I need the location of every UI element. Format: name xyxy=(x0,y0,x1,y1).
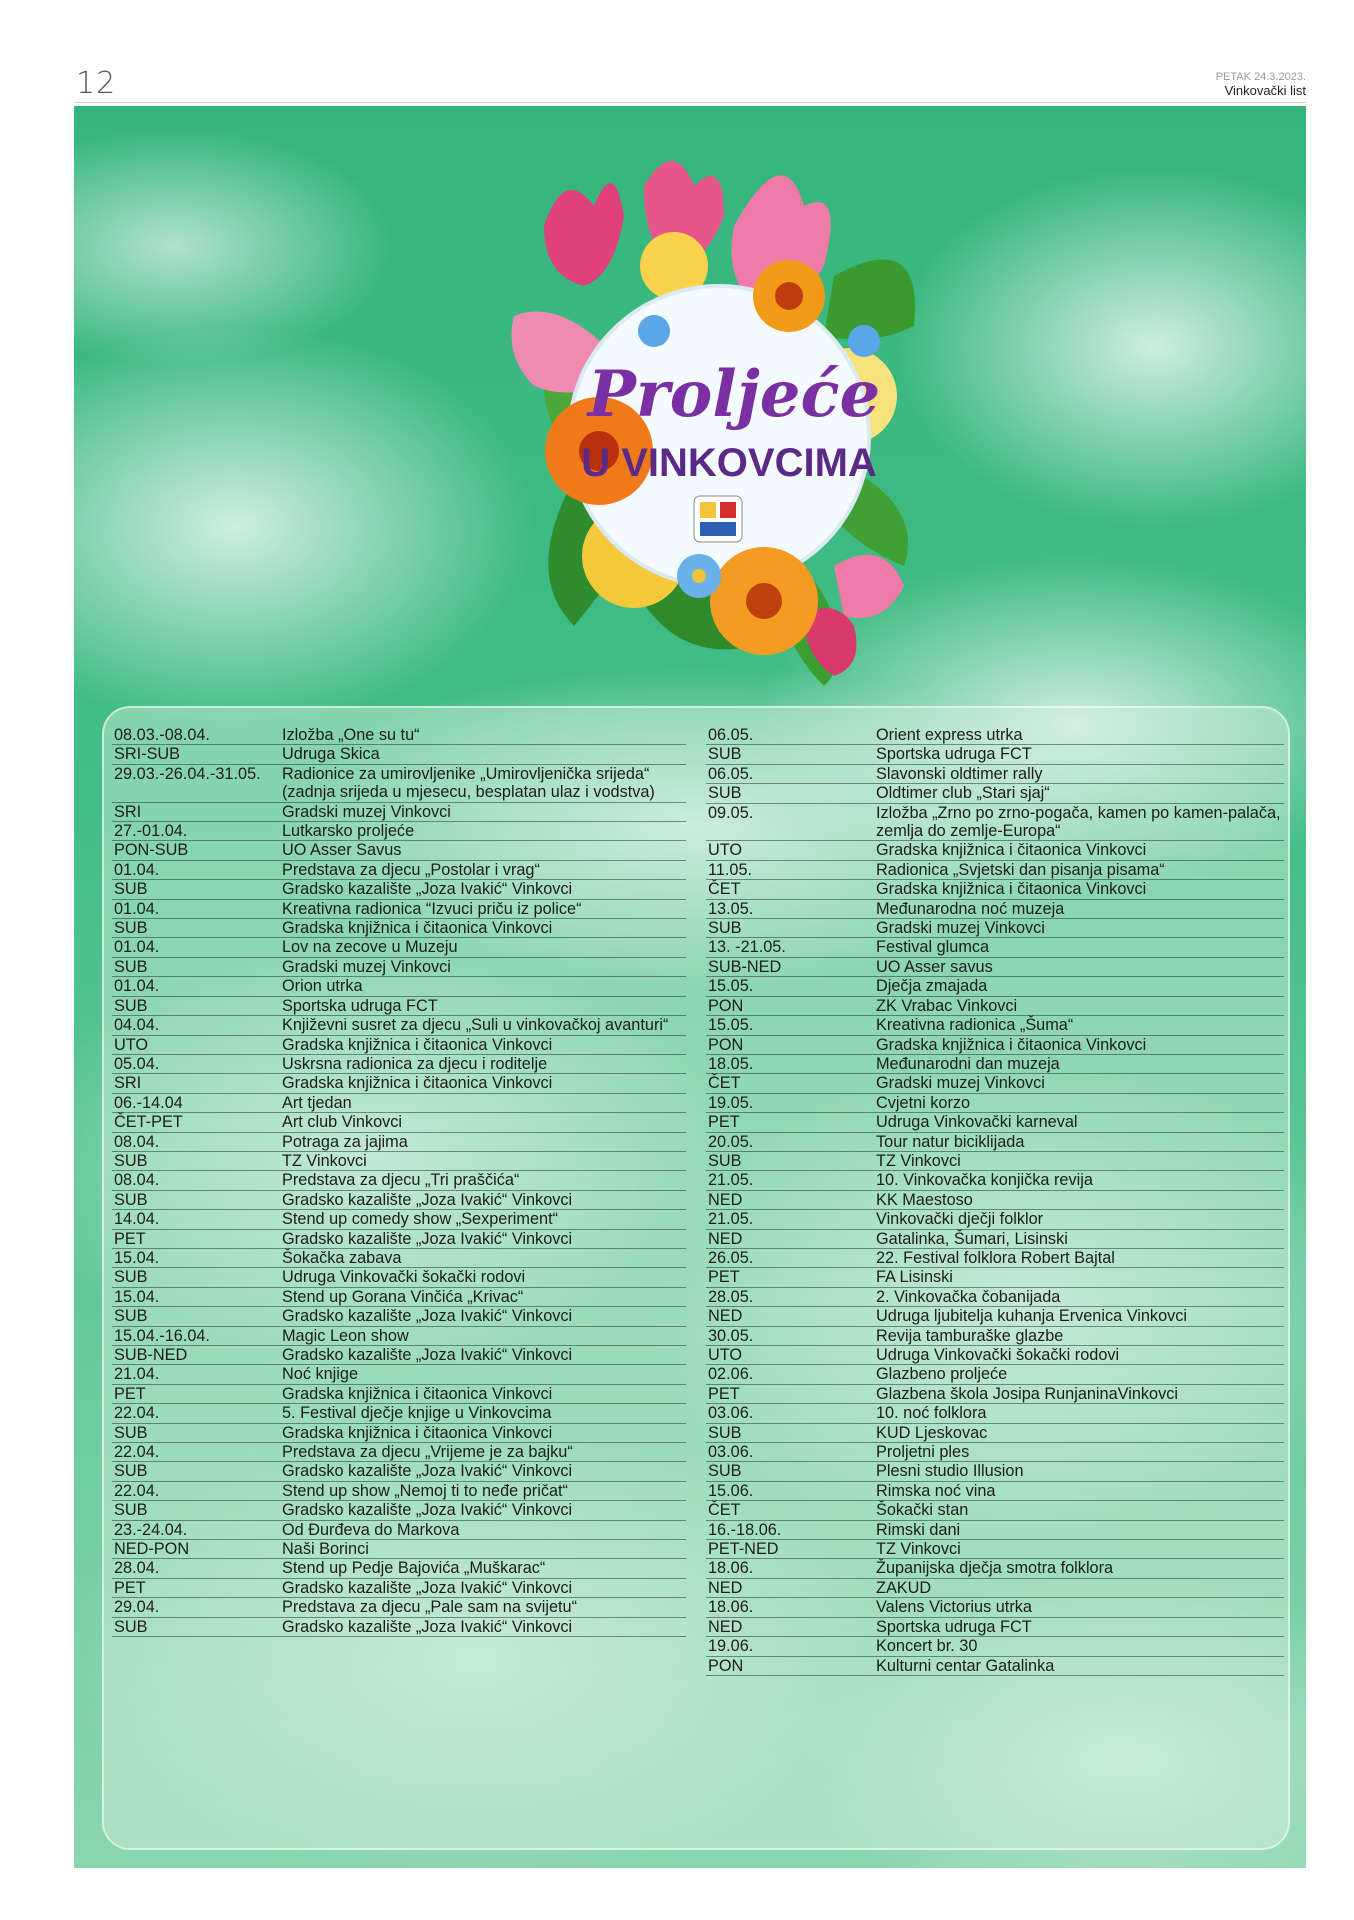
event-title: 2. Vinkovačka čobanijada xyxy=(874,1288,1284,1307)
event-title: Art tjedan xyxy=(280,1094,686,1113)
event-date: 04.04. xyxy=(112,1016,280,1035)
event-title: Predstava za djecu „Pale sam na svijetu“ xyxy=(280,1598,686,1617)
event-day: SUB xyxy=(112,1424,280,1443)
event-organizer: Udruga Vinkovački šokački rodovi xyxy=(874,1346,1284,1365)
event-date: 08.03.-08.04. xyxy=(112,726,280,745)
event-entry xyxy=(112,765,686,822)
schedule-column-left xyxy=(112,726,686,1637)
event-day: SUB xyxy=(112,1462,280,1481)
event-title: Stend up comedy show „Sexperiment“ xyxy=(280,1210,686,1229)
event-entry xyxy=(706,1171,1284,1210)
event-entry xyxy=(112,861,686,900)
page-number: 12 xyxy=(76,66,117,101)
pink-tulip-icon xyxy=(544,183,624,286)
event-day: NED xyxy=(706,1307,874,1326)
event-date: 26.05. xyxy=(706,1249,874,1268)
event-title: Magic Leon show xyxy=(280,1327,686,1346)
event-entry xyxy=(112,726,686,765)
event-title: Uskrsna radionica za djecu i roditelje xyxy=(280,1055,686,1074)
event-day: PON-SUB xyxy=(112,841,280,860)
event-entry xyxy=(706,1482,1284,1521)
event-day: SUB xyxy=(112,1618,280,1637)
event-day: SUB xyxy=(706,784,874,803)
event-entry xyxy=(112,1521,686,1560)
title-caps: U VINKOVCIMA xyxy=(581,441,877,485)
event-date: 22.04. xyxy=(112,1443,280,1462)
event-entry xyxy=(706,1559,1284,1598)
event-title: Predstava za djecu „Vrijeme je za bajku“ xyxy=(280,1443,686,1462)
event-organizer: Glazbena škola Josipa RunjaninaVinkovci xyxy=(874,1385,1284,1404)
event-organizer: Gradska knjižnica i čitaonica Vinkovci xyxy=(874,880,1284,899)
event-organizer: Gradska knjižnica i čitaonica Vinkovci xyxy=(874,1036,1284,1055)
event-organizer: TZ Vinkovci xyxy=(874,1540,1284,1559)
event-day: NED xyxy=(706,1191,874,1210)
event-title: Tour natur biciklijada xyxy=(874,1133,1284,1152)
event-entry xyxy=(112,1133,686,1172)
event-date: 06.-14.04 xyxy=(112,1094,280,1113)
event-entry xyxy=(706,1288,1284,1327)
event-day: SUB xyxy=(112,1501,280,1520)
event-day: UTO xyxy=(706,841,874,860)
event-title: Rimski dani xyxy=(874,1521,1284,1540)
event-date: 28.05. xyxy=(706,1288,874,1307)
event-organizer: Plesni studio Illusion xyxy=(874,1462,1284,1481)
event-date: 23.-24.04. xyxy=(112,1521,280,1540)
event-date: 27.-01.04. xyxy=(112,822,280,841)
event-day: SUB xyxy=(112,1268,280,1287)
event-entry xyxy=(706,1443,1284,1482)
event-title: Kreativna radionica “Izvuci priču iz police“ xyxy=(280,900,686,919)
event-title: 10. Vinkovačka konjička revija xyxy=(874,1171,1284,1190)
event-day: PET xyxy=(112,1579,280,1598)
event-organizer: Gradsko kazalište „Joza Ivakić“ Vinkovci xyxy=(280,1230,686,1249)
event-date: 21.05. xyxy=(706,1210,874,1229)
event-day: ČET xyxy=(706,1074,874,1093)
event-date: 11.05. xyxy=(706,861,874,880)
event-organizer: Gradsko kazalište „Joza Ivakić“ Vinkovci xyxy=(280,1346,686,1365)
event-organizer: Naši Borinci xyxy=(280,1540,686,1559)
event-title: Valens Victorius utrka xyxy=(874,1598,1284,1617)
event-day: ČET xyxy=(706,880,874,899)
event-day: PET xyxy=(706,1113,874,1132)
event-organizer: Sportska udruga FCT xyxy=(874,745,1284,764)
event-entry xyxy=(112,1288,686,1327)
event-organizer: Gradsko kazalište „Joza Ivakić“ Vinkovci xyxy=(280,880,686,899)
event-entry xyxy=(706,726,1284,765)
event-title: Lov na zecove u Muzeju xyxy=(280,938,686,957)
event-organizer: Gradski muzej Vinkovci xyxy=(280,803,686,822)
event-date: 29.04. xyxy=(112,1598,280,1617)
event-title: Lutkarsko proljeće xyxy=(280,822,686,841)
event-title: Županijska dječja smotra folklora xyxy=(874,1559,1284,1578)
event-title: Dječja zmajada xyxy=(874,977,1284,996)
event-entry xyxy=(112,1016,686,1055)
event-title: Slavonski oldtimer rally xyxy=(874,765,1284,784)
event-date: 21.04. xyxy=(112,1365,280,1384)
event-organizer: Gradska knjižnica i čitaonica Vinkovci xyxy=(280,1385,686,1404)
event-date: 01.04. xyxy=(112,977,280,996)
event-date: 19.06. xyxy=(706,1637,874,1656)
event-date: 22.04. xyxy=(112,1404,280,1423)
event-organizer: FA Lisinski xyxy=(874,1268,1284,1287)
event-organizer: Sportska udruga FCT xyxy=(280,997,686,1016)
event-day: UTO xyxy=(112,1036,280,1055)
event-title: Vinkovački dječji folklor xyxy=(874,1210,1284,1229)
event-date: 01.04. xyxy=(112,938,280,957)
event-organizer: Udruga ljubitelja kuhanja Ervenica Vinkovci xyxy=(874,1307,1284,1326)
event-day: SUB-NED xyxy=(706,958,874,977)
event-date: 09.05. xyxy=(706,804,874,842)
event-date: 06.05. xyxy=(706,726,874,745)
event-date: 02.06. xyxy=(706,1365,874,1384)
event-day: ČET-PET xyxy=(112,1113,280,1132)
event-organizer: Gradska knjižnica i čitaonica Vinkovci xyxy=(280,1074,686,1093)
event-date: 15.04.-16.04. xyxy=(112,1327,280,1346)
event-organizer: Gradsko kazalište „Joza Ivakić“ Vinkovci xyxy=(280,1501,686,1520)
event-entry xyxy=(112,1327,686,1366)
event-date: 01.04. xyxy=(112,900,280,919)
event-title: Kreativna radionica „Šuma“ xyxy=(874,1016,1284,1035)
event-date: 28.04. xyxy=(112,1559,280,1578)
event-day: SRI xyxy=(112,803,280,822)
event-date: 30.05. xyxy=(706,1327,874,1346)
event-date: 03.06. xyxy=(706,1443,874,1462)
event-title: Šokačka zabava xyxy=(280,1249,686,1268)
event-organizer: UO Asser Savus xyxy=(280,841,686,860)
event-title: Radionica „Svjetski dan pisanja pisama“ xyxy=(874,861,1284,880)
event-organizer: Kulturni centar Gatalinka xyxy=(874,1657,1284,1676)
event-title: Potraga za jajima xyxy=(280,1133,686,1152)
event-date: 18.05. xyxy=(706,1055,874,1074)
event-title: Orient express utrka xyxy=(874,726,1284,745)
event-poster xyxy=(74,106,1306,1868)
event-title: Izložba „One su tu“ xyxy=(280,726,686,745)
event-title: Od Đurđeva do Markova xyxy=(280,1521,686,1540)
event-day: SUB xyxy=(112,1307,280,1326)
event-date: 21.05. xyxy=(706,1171,874,1190)
event-date: 13.05. xyxy=(706,900,874,919)
event-entry xyxy=(112,1094,686,1133)
event-entry xyxy=(706,1055,1284,1094)
event-title: Stend up Gorana Vinčića „Krivac“ xyxy=(280,1288,686,1307)
event-title: 22. Festival folklora Robert Bajtal xyxy=(874,1249,1284,1268)
event-organizer: Udruga Skica xyxy=(280,745,686,764)
event-organizer: Sportska udruga FCT xyxy=(874,1618,1284,1637)
event-entry xyxy=(706,977,1284,1016)
event-day: UTO xyxy=(706,1346,874,1365)
event-title: Cvjetni korzo xyxy=(874,1094,1284,1113)
event-date: 18.06. xyxy=(706,1559,874,1578)
event-day: SUB xyxy=(112,997,280,1016)
event-date: 18.06. xyxy=(706,1598,874,1617)
event-entry xyxy=(112,1404,686,1443)
event-organizer: Gradski muzej Vinkovci xyxy=(280,958,686,977)
event-title: Književni susret za djecu „Suli u vinkovačkoj avanturi“ xyxy=(280,1016,686,1035)
event-entry xyxy=(112,977,686,1016)
event-date: 19.05. xyxy=(706,1094,874,1113)
event-date: 29.03.-26.04.-31.05. xyxy=(112,765,280,803)
publication-name: Vinkovački list xyxy=(1224,83,1306,98)
event-day: SUB xyxy=(112,958,280,977)
event-title: Međunarodni dan muzeja xyxy=(874,1055,1284,1074)
event-title: Stend up Pedje Bajovića „Muškarac“ xyxy=(280,1559,686,1578)
event-day: NED xyxy=(706,1230,874,1249)
event-entry xyxy=(706,804,1284,861)
event-entry xyxy=(706,1016,1284,1055)
event-organizer: Šokački stan xyxy=(874,1501,1284,1520)
event-day: NED xyxy=(706,1618,874,1637)
event-organizer: Gradski muzej Vinkovci xyxy=(874,1074,1284,1093)
event-organizer: Udruga Vinkovački šokački rodovi xyxy=(280,1268,686,1287)
event-organizer: KUD Ljeskovac xyxy=(874,1424,1284,1443)
event-organizer: ZK Vrabac Vinkovci xyxy=(874,997,1284,1016)
event-organizer: UO Asser savus xyxy=(874,958,1284,977)
event-date: 15.04. xyxy=(112,1288,280,1307)
event-title: Rimska noć vina xyxy=(874,1482,1284,1501)
event-day: PON xyxy=(706,997,874,1016)
event-organizer: Gradska knjižnica i čitaonica Vinkovci xyxy=(280,919,686,938)
event-date: 06.05. xyxy=(706,765,874,784)
event-title: Glazbeno proljeće xyxy=(874,1365,1284,1384)
event-entry xyxy=(706,1637,1284,1676)
event-entry xyxy=(706,1598,1284,1637)
event-date: 03.06. xyxy=(706,1404,874,1423)
event-entry xyxy=(706,861,1284,900)
event-entry xyxy=(112,1365,686,1404)
event-day: SUB xyxy=(112,1152,280,1171)
event-day: PET xyxy=(112,1230,280,1249)
event-entry xyxy=(706,900,1284,939)
event-entry xyxy=(706,1404,1284,1443)
event-date: 05.04. xyxy=(112,1055,280,1074)
event-organizer: TZ Vinkovci xyxy=(280,1152,686,1171)
event-day: PET xyxy=(112,1385,280,1404)
event-day: SUB xyxy=(112,1191,280,1210)
event-day: SRI xyxy=(112,1074,280,1093)
event-title: Izložba „Zrno po zrno-pogača, kamen po kamen-palača, zemlja do zemlje-Europa“ xyxy=(874,804,1284,842)
header-rule xyxy=(74,102,1306,103)
event-title: Predstava za djecu „Postolar i vrag“ xyxy=(280,861,686,880)
event-organizer: Art club Vinkovci xyxy=(280,1113,686,1132)
event-date: 13. -21.05. xyxy=(706,938,874,957)
event-date: 15.04. xyxy=(112,1249,280,1268)
event-organizer: Gradska knjižnica i čitaonica Vinkovci xyxy=(874,841,1284,860)
event-day: SUB xyxy=(706,1424,874,1443)
schedule-column-right xyxy=(706,726,1284,1676)
event-date: 08.04. xyxy=(112,1133,280,1152)
event-title: Koncert br. 30 xyxy=(874,1637,1284,1656)
event-day: SUB xyxy=(706,919,874,938)
event-date: 15.05. xyxy=(706,1016,874,1035)
event-organizer: Gradski muzej Vinkovci xyxy=(874,919,1284,938)
event-title: Radionice za umirovljenike „Umirovljenička srijeda“ (zadnja srijeda u mjesecu, besplatan ulaz i vodstva) xyxy=(280,765,686,803)
event-title: Orion utrka xyxy=(280,977,686,996)
event-title: Predstava za djecu „Tri praščića“ xyxy=(280,1171,686,1190)
event-entry xyxy=(706,1210,1284,1249)
event-date: 08.04. xyxy=(112,1171,280,1190)
event-date: 22.04. xyxy=(112,1482,280,1501)
event-organizer: Gradsko kazalište „Joza Ivakić“ Vinkovci xyxy=(280,1307,686,1326)
event-date: 20.05. xyxy=(706,1133,874,1152)
event-day: SUB xyxy=(706,1462,874,1481)
spring-logo xyxy=(504,146,934,706)
event-entry xyxy=(112,938,686,977)
event-day: PON xyxy=(706,1036,874,1055)
event-day: SUB-NED xyxy=(112,1346,280,1365)
event-entry xyxy=(706,1327,1284,1366)
event-entry xyxy=(112,900,686,939)
event-day: SUB xyxy=(706,1152,874,1171)
event-date: 01.04. xyxy=(112,861,280,880)
event-title: Revija tamburaške glazbe xyxy=(874,1327,1284,1346)
event-entry xyxy=(112,1171,686,1210)
event-day: NED-PON xyxy=(112,1540,280,1559)
event-day: PON xyxy=(706,1657,874,1676)
event-organizer: Gradsko kazalište „Joza Ivakić“ Vinkovci xyxy=(280,1579,686,1598)
event-day: SUB xyxy=(706,745,874,764)
event-entry xyxy=(112,1559,686,1598)
event-entry xyxy=(706,1521,1284,1560)
event-organizer: TZ Vinkovci xyxy=(874,1152,1284,1171)
event-entry xyxy=(112,1249,686,1288)
event-title: Stend up show „Nemoj ti to neđe pričat“ xyxy=(280,1482,686,1501)
event-entry xyxy=(706,1249,1284,1288)
event-day: PET xyxy=(706,1268,874,1287)
event-day: SRI-SUB xyxy=(112,745,280,764)
event-entry xyxy=(112,822,686,861)
event-organizer: Gatalinka, Šumari, Lisinski xyxy=(874,1230,1284,1249)
event-title: Međunarodna noć muzeja xyxy=(874,900,1284,919)
event-day: SUB xyxy=(112,880,280,899)
event-organizer: KK Maestoso xyxy=(874,1191,1284,1210)
event-organizer: Gradsko kazalište „Joza Ivakić“ Vinkovci xyxy=(280,1462,686,1481)
event-entry xyxy=(706,1365,1284,1404)
event-entry xyxy=(706,765,1284,804)
event-title: Proljetni ples xyxy=(874,1443,1284,1462)
event-entry xyxy=(112,1482,686,1521)
event-entry xyxy=(706,1133,1284,1172)
event-title: 10. noć folklora xyxy=(874,1404,1284,1423)
event-entry xyxy=(112,1443,686,1482)
issue-date: PETAK 24.3.2023. xyxy=(1215,71,1306,83)
event-date: 15.06. xyxy=(706,1482,874,1501)
event-organizer: Gradsko kazalište „Joza Ivakić“ Vinkovci xyxy=(280,1618,686,1637)
event-title: Festival glumca xyxy=(874,938,1284,957)
event-day: SUB xyxy=(112,919,280,938)
event-organizer: Gradsko kazalište „Joza Ivakić“ Vinkovci xyxy=(280,1191,686,1210)
event-organizer: Gradska knjižnica i čitaonica Vinkovci xyxy=(280,1424,686,1443)
event-entry xyxy=(706,938,1284,977)
event-title: Noć knjige xyxy=(280,1365,686,1384)
header-meta xyxy=(1216,70,1306,98)
title-script: Proljeće xyxy=(587,357,881,432)
event-date: 14.04. xyxy=(112,1210,280,1229)
event-entry xyxy=(112,1210,686,1249)
event-organizer: Oldtimer club „Stari sjaj“ xyxy=(874,784,1284,803)
event-entry xyxy=(112,1055,686,1094)
event-entry xyxy=(112,1598,686,1637)
event-day: NED xyxy=(706,1579,874,1598)
event-day: PET-NED xyxy=(706,1540,874,1559)
event-date: 16.-18.06. xyxy=(706,1521,874,1540)
event-organizer: ZAKUD xyxy=(874,1579,1284,1598)
event-title: 5. Festival dječje knjige u Vinkovcima xyxy=(280,1404,686,1423)
event-organizer: Gradska knjižnica i čitaonica Vinkovci xyxy=(280,1036,686,1055)
event-entry xyxy=(706,1094,1284,1133)
event-day: ČET xyxy=(706,1501,874,1520)
event-date: 15.05. xyxy=(706,977,874,996)
event-day: PET xyxy=(706,1385,874,1404)
event-organizer: Udruga Vinkovački karneval xyxy=(874,1113,1284,1132)
